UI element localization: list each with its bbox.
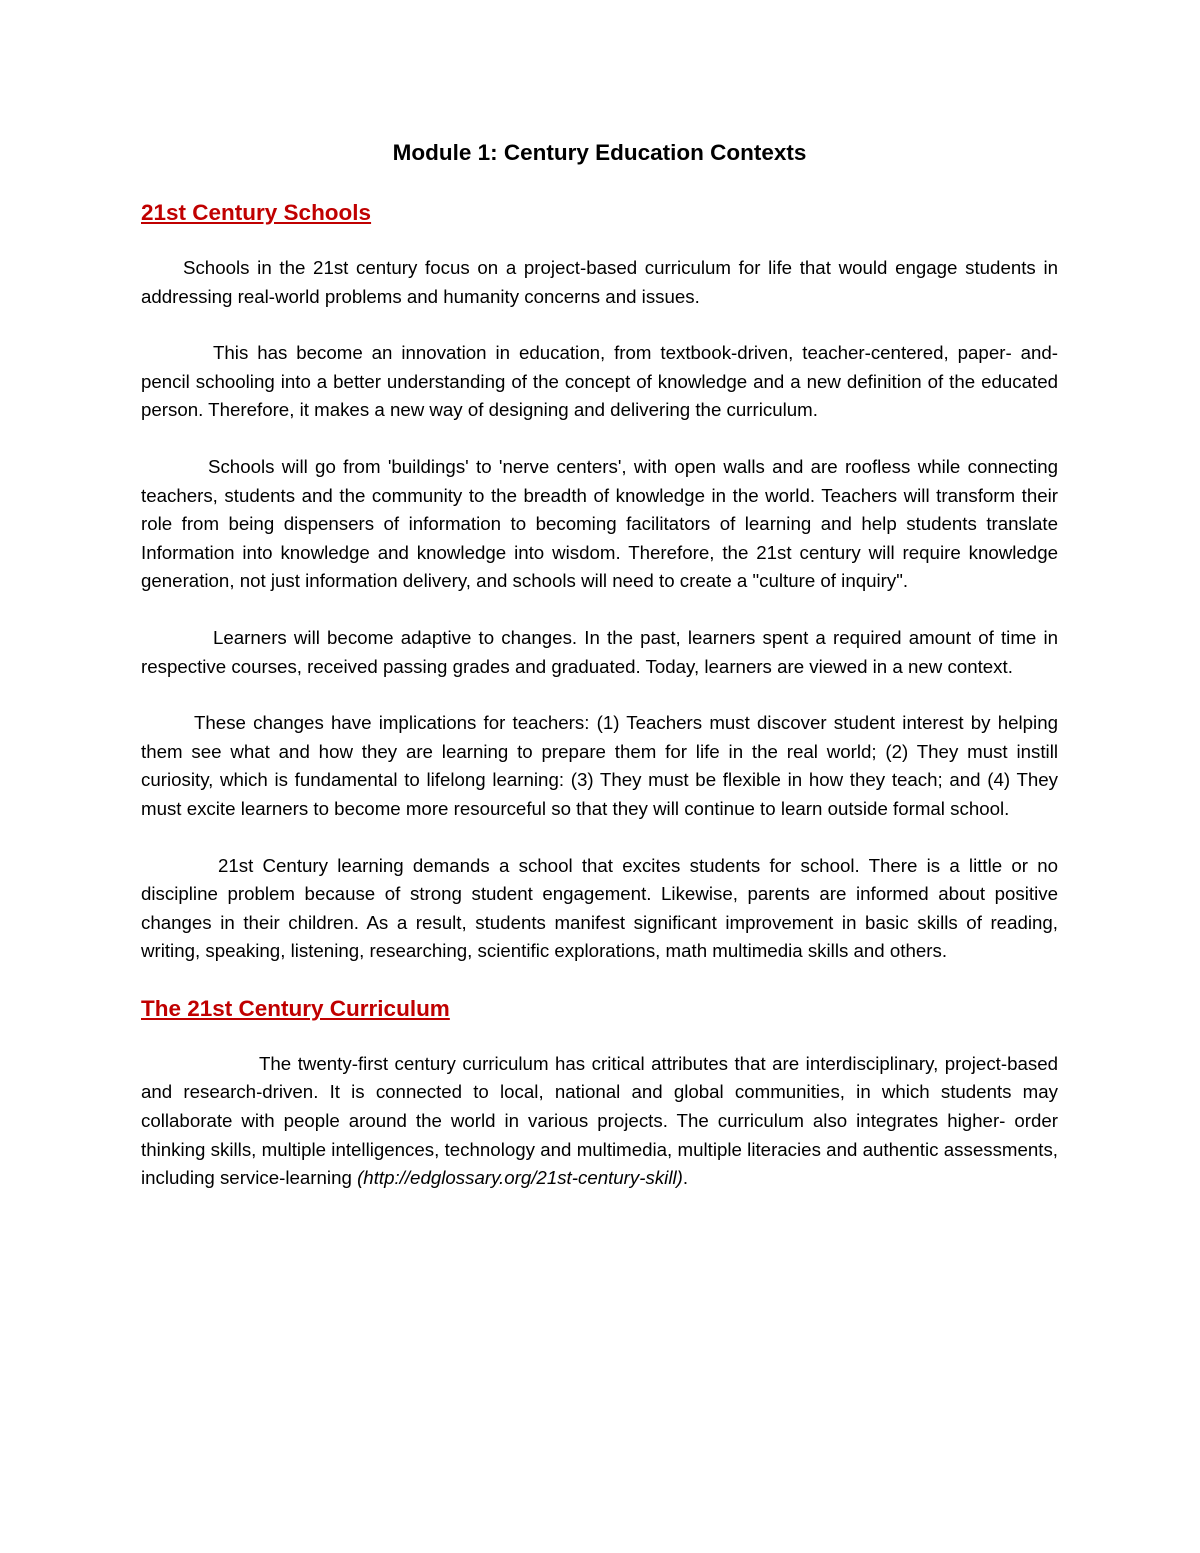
paragraph: Schools in the 21st century focus on a project-based curriculum for life that would engage students in addressing real-world problems and humanity concerns and issues.	[141, 257, 1058, 307]
section-heading-21st-century-schools: 21st Century Schools	[141, 200, 372, 225]
citation-link[interactable]: (http://edglossary.org/21st-century-skill)	[357, 1167, 683, 1189]
document-title: Module 1: Century Education Contexts	[392, 140, 807, 165]
section-heading-21st-century-curriculum: The 21st Century Curriculum	[141, 995, 450, 1021]
citation-suffix: .	[682, 1167, 689, 1189]
paragraph: This has become an innovation in education, from textbook-driven, teacher-centered, paper- and-pencil schooling into a better understanding of the concept of knowledge and a new definition of the educated person. Therefore, it makes a new way of designing and delivering the curriculum.	[141, 342, 1058, 421]
paragraph: Learners will become adaptive to changes. In the past, learners spent a required amount of time in respective courses, received passing grades and graduated. Today, learners are viewed in a new context.	[141, 626, 1058, 677]
paragraph: Schools will go from 'buildings' to 'nerve centers', with open walls and are roofless while connecting teachers, students and the community to the breadth of knowledge in the world. Teachers will transform their role from being dispensers of information to becoming facilitators of learning and help students translate Information into knowledge and knowledge into wisdom. Therefore, the 21st century will require knowledge generation, not just information delivery, and schools will need to create a "culture of inquiry".	[141, 455, 1058, 592]
paragraph: 21st Century learning demands a school that excites students for school. There is a little or no discipline problem because of strong student engagement. Likewise, parents are informed about positive changes in their children. As a result, students manifest significant improvement in basic skills of reading, writing, speaking, listening, researching, scientific explorations, math multimedia skills and others.	[141, 854, 1058, 962]
document-page	[141, 138, 1058, 1221]
paragraph-curriculum	[141, 1050, 1058, 1193]
paragraph: These changes have implications for teachers: (1) Teachers must discover student interest by helping them see what and how they are learning to prepare them for life in the real world; (2) They must instill curiosity, which is fundamental to lifelong learning: (3) They must be flexible in how they teach; and (4) They must excite learners to become more resourceful so that they will continue to learn outside formal school.	[141, 712, 1058, 819]
paragraph-text: The twenty-first century curriculum has critical attributes that are interdisciplinary, project-based and research-driven. It is connected to local, national and global communities, in which students may collaborate with people around the world in various projects. The curriculum also integrates higher- order thinking skills, multiple intelligences, technology and multimedia, multiple literacies and authentic assessments, including service-learning	[141, 1052, 1058, 1189]
